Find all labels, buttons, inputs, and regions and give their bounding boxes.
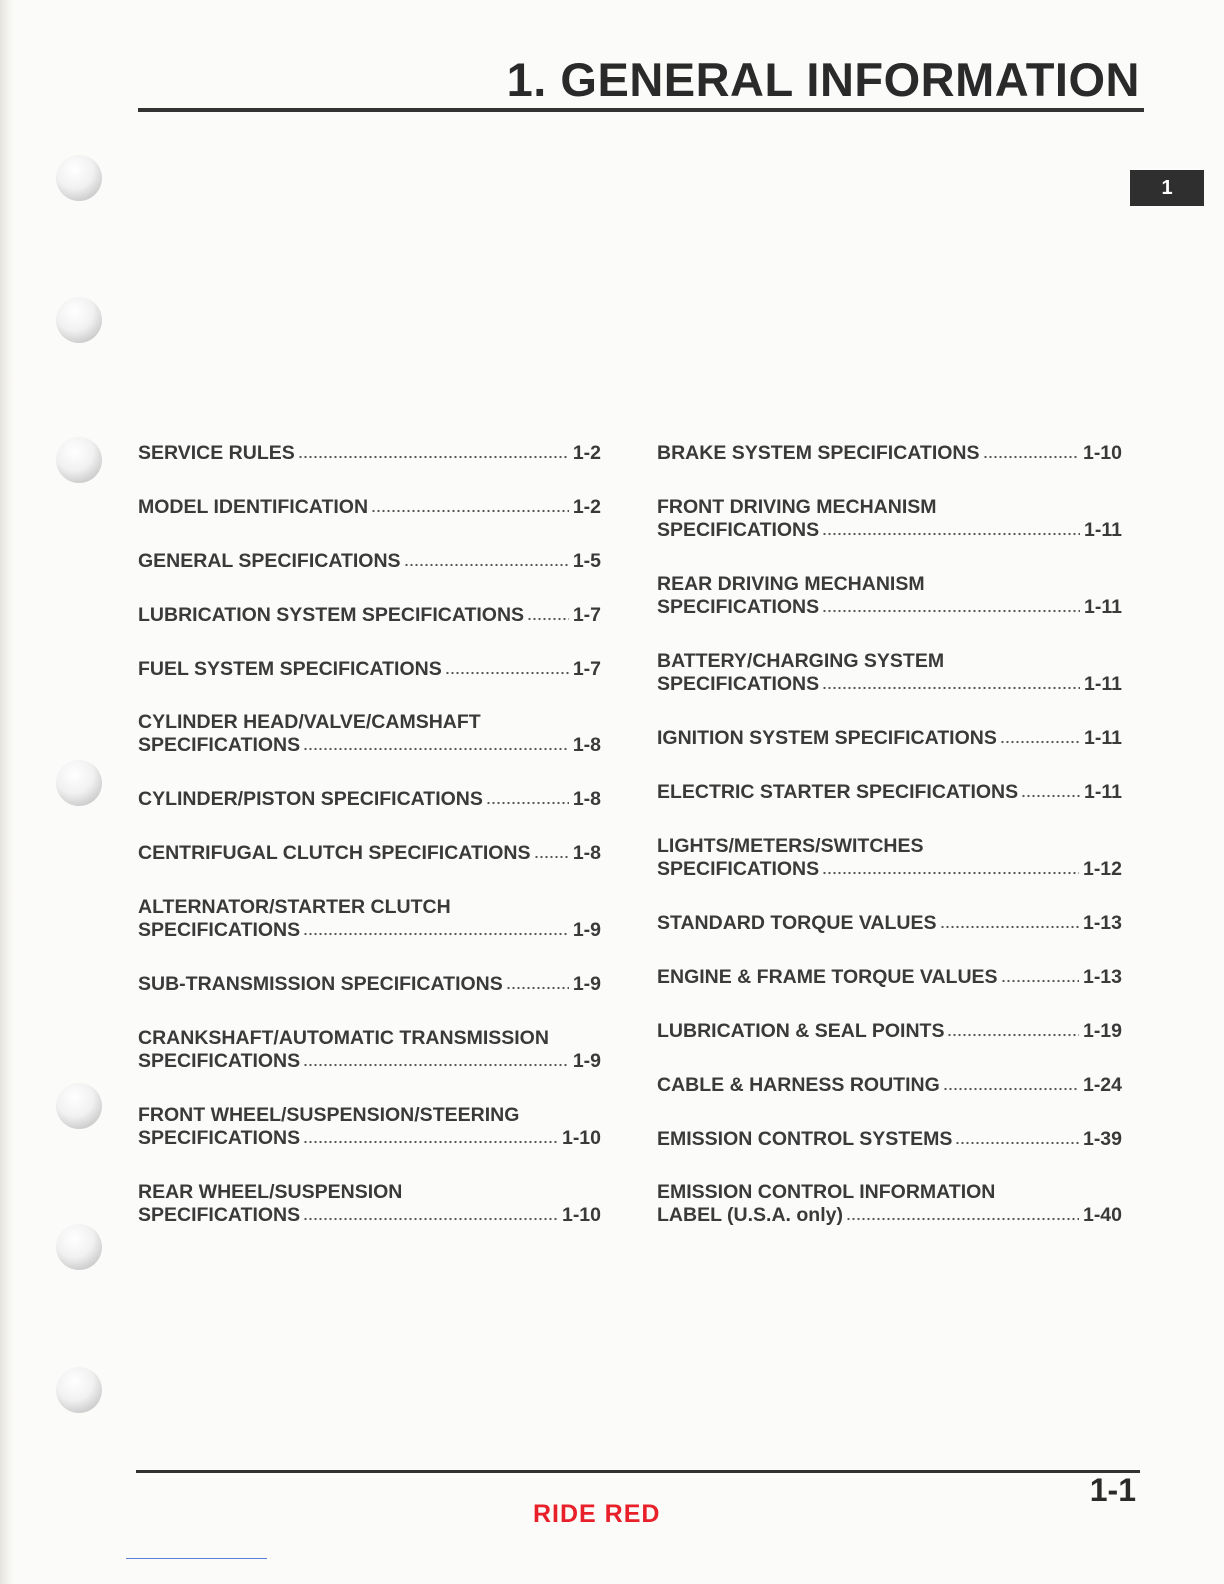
toc-entry-title: ENGINE & FRAME TORQUE VALUES — [657, 966, 998, 988]
toc-entry-title: FRONT DRIVING MECHANISM — [657, 496, 937, 518]
toc-entry[interactable] — [138, 896, 601, 942]
chapter-tab — [1130, 170, 1204, 206]
toc-page-number: 1-10 — [1082, 442, 1122, 464]
toc-entry-title: CYLINDER HEAD/VALVE/CAMSHAFT — [138, 711, 481, 733]
punch-hole-icon — [56, 760, 102, 806]
toc-entry[interactable] — [138, 604, 601, 627]
toc-leader-dots — [822, 609, 1080, 613]
toc-entry[interactable] — [138, 496, 601, 519]
toc-entry-title: SPECIFICATIONS — [657, 858, 820, 880]
toc-page-number: 1-19 — [1082, 1020, 1122, 1042]
toc-entry[interactable] — [657, 496, 1122, 542]
toc-page-number: 1-8 — [572, 734, 601, 756]
toc-leader-dots — [822, 686, 1080, 690]
toc-page-number: 1-2 — [572, 496, 601, 518]
toc-page-number: 1-5 — [572, 550, 601, 572]
toc-page-number: 1-11 — [1084, 596, 1122, 618]
brand-logo: RIDE RED — [533, 1500, 661, 1528]
toc-entry[interactable] — [138, 1104, 601, 1150]
toc-leader-dots — [1000, 740, 1080, 744]
toc-entry[interactable] — [657, 442, 1122, 465]
page-number: 1-1 — [1089, 1472, 1136, 1508]
toc-entry-title: SPECIFICATIONS — [138, 734, 301, 756]
toc-entry-title: CRANKSHAFT/AUTOMATIC TRANSMISSION — [138, 1027, 549, 1049]
punch-hole-icon — [56, 155, 102, 201]
toc-page-number: 1-9 — [572, 919, 601, 941]
toc-entry-title: CENTRIFUGAL CLUTCH SPECIFICATIONS — [138, 842, 531, 864]
toc-page-number: 1-12 — [1082, 858, 1122, 880]
toc-entry-title: REAR WHEEL/SUSPENSION — [138, 1181, 403, 1203]
toc-leader-dots — [943, 1087, 1079, 1091]
toc-entry-title: BATTERY/CHARGING SYSTEM — [657, 650, 945, 672]
toc-leader-dots — [303, 747, 569, 751]
toc-leader-dots — [947, 1033, 1079, 1037]
toc-entry-title: EMISSION CONTROL SYSTEMS — [657, 1128, 953, 1150]
toc-entry[interactable] — [657, 781, 1122, 804]
toc-page-number: 1-2 — [572, 442, 601, 464]
toc-leader-dots — [371, 509, 569, 513]
toc-entry[interactable] — [138, 1181, 601, 1227]
toc-page-number: 1-13 — [1082, 966, 1122, 988]
toc-entry-title: SPECIFICATIONS — [138, 1127, 301, 1149]
toc-entry-title: REAR DRIVING MECHANISM — [657, 573, 925, 595]
toc-entry[interactable] — [138, 1027, 601, 1073]
toc-entry-title: CYLINDER/PISTON SPECIFICATIONS — [138, 788, 483, 810]
toc-page-number: 1-40 — [1082, 1204, 1122, 1226]
toc-entry[interactable] — [657, 727, 1122, 750]
toc-entry-title: CABLE & HARNESS ROUTING — [657, 1074, 940, 1096]
toc-entry-title: MODEL IDENTIFICATION — [138, 496, 369, 518]
toc-entry[interactable] — [138, 550, 601, 573]
punch-hole-icon — [56, 1367, 102, 1413]
toc-entry-title: ELECTRIC STARTER SPECIFICATIONS — [657, 781, 1019, 803]
toc-entry[interactable] — [138, 658, 601, 681]
toc-leader-dots — [303, 1063, 569, 1067]
toc-leader-dots — [983, 455, 1079, 459]
toc-entry-title: FRONT WHEEL/SUSPENSION/STEERING — [138, 1104, 520, 1126]
toc-page-number: 1-10 — [561, 1204, 601, 1226]
toc-page-number: 1-7 — [572, 604, 601, 626]
toc-entry[interactable] — [657, 835, 1122, 881]
toc-leader-dots — [303, 1217, 558, 1221]
toc-entry[interactable] — [657, 1181, 1122, 1227]
toc-page-number: 1-13 — [1082, 912, 1122, 934]
toc-leader-dots — [303, 932, 569, 936]
toc-page-number: 1-9 — [572, 1050, 601, 1072]
toc-entry[interactable] — [657, 912, 1122, 935]
toc-entry[interactable] — [138, 973, 601, 996]
toc-page-number: 1-10 — [561, 1127, 601, 1149]
toc-leader-dots — [445, 671, 569, 675]
footer-link-line — [126, 1558, 267, 1559]
toc-page-number: 1-7 — [572, 658, 601, 680]
toc-entry-title: EMISSION CONTROL INFORMATION — [657, 1181, 996, 1203]
toc-entry-title: SERVICE RULES — [138, 442, 295, 464]
toc-leader-dots — [506, 986, 569, 990]
toc-entry-title: STANDARD TORQUE VALUES — [657, 912, 937, 934]
toc-page-number: 1-9 — [572, 973, 601, 995]
toc-leader-dots — [298, 455, 569, 459]
toc-entry-title: SPECIFICATIONS — [657, 519, 820, 541]
toc-entry-title: LUBRICATION SYSTEM SPECIFICATIONS — [138, 604, 525, 626]
toc-entry-title: SPECIFICATIONS — [657, 596, 820, 618]
footer-rule — [136, 1470, 1140, 1473]
toc-leader-dots — [955, 1141, 1079, 1145]
toc-entry[interactable] — [138, 711, 601, 757]
toc-page-number: 1-11 — [1084, 727, 1122, 749]
toc-entry-title: LIGHTS/METERS/SWITCHES — [657, 835, 924, 857]
toc-entry-title: SUB-TRANSMISSION SPECIFICATIONS — [138, 973, 503, 995]
toc-entry-title: SPECIFICATIONS — [138, 1050, 301, 1072]
binding-edge — [0, 0, 14, 1584]
toc-entry[interactable] — [138, 842, 601, 865]
toc-entry[interactable] — [657, 1020, 1122, 1043]
toc-page-number: 1-24 — [1082, 1074, 1122, 1096]
toc-entry-title: LABEL (U.S.A. only) — [657, 1204, 843, 1226]
toc-leader-dots — [404, 563, 569, 567]
toc-leader-dots — [486, 801, 569, 805]
toc-entry[interactable] — [657, 966, 1122, 989]
toc-entry[interactable] — [138, 788, 601, 811]
toc-entry[interactable] — [657, 650, 1122, 696]
chapter-tab-label: 1 — [1161, 176, 1173, 199]
toc-leader-dots — [303, 1140, 558, 1144]
page-title: 1. GENERAL INFORMATION — [506, 53, 1140, 106]
toc-leader-dots — [527, 617, 569, 621]
toc-entry-title: FUEL SYSTEM SPECIFICATIONS — [138, 658, 442, 680]
toc-leader-dots — [940, 925, 1079, 929]
toc-entry-title: GENERAL SPECIFICATIONS — [138, 550, 401, 572]
toc-leader-dots — [1001, 979, 1079, 983]
toc-leader-dots — [822, 532, 1080, 536]
punch-hole-icon — [56, 437, 102, 483]
toc-entry-title: BRAKE SYSTEM SPECIFICATIONS — [657, 442, 980, 464]
toc-leader-dots — [534, 855, 569, 859]
title-rule — [138, 108, 1144, 112]
toc-page-number: 1-11 — [1084, 519, 1122, 541]
toc-entry[interactable] — [138, 442, 601, 465]
toc-page-number: 1-8 — [572, 788, 601, 810]
toc-entry[interactable] — [657, 1074, 1122, 1097]
toc-page-number: 1-11 — [1084, 781, 1122, 803]
toc-entry-title: SPECIFICATIONS — [657, 673, 820, 695]
toc-page-number: 1-8 — [572, 842, 601, 864]
toc-entry-title: SPECIFICATIONS — [138, 919, 301, 941]
toc-leader-dots — [822, 871, 1079, 875]
toc-entry-title: SPECIFICATIONS — [138, 1204, 301, 1226]
toc-leader-dots — [846, 1217, 1079, 1221]
toc-entry-title: IGNITION SYSTEM SPECIFICATIONS — [657, 727, 997, 749]
toc-entry[interactable] — [657, 1128, 1122, 1151]
toc-page-number: 1-11 — [1084, 673, 1122, 695]
toc-entry-title: ALTERNATOR/STARTER CLUTCH — [138, 896, 451, 918]
toc-page-number: 1-39 — [1082, 1128, 1122, 1150]
toc-entry[interactable] — [657, 573, 1122, 619]
punch-hole-icon — [56, 297, 102, 343]
punch-hole-icon — [56, 1224, 102, 1270]
toc-entry-title: LUBRICATION & SEAL POINTS — [657, 1020, 945, 1042]
punch-hole-icon — [56, 1083, 102, 1129]
toc-leader-dots — [1021, 794, 1080, 798]
